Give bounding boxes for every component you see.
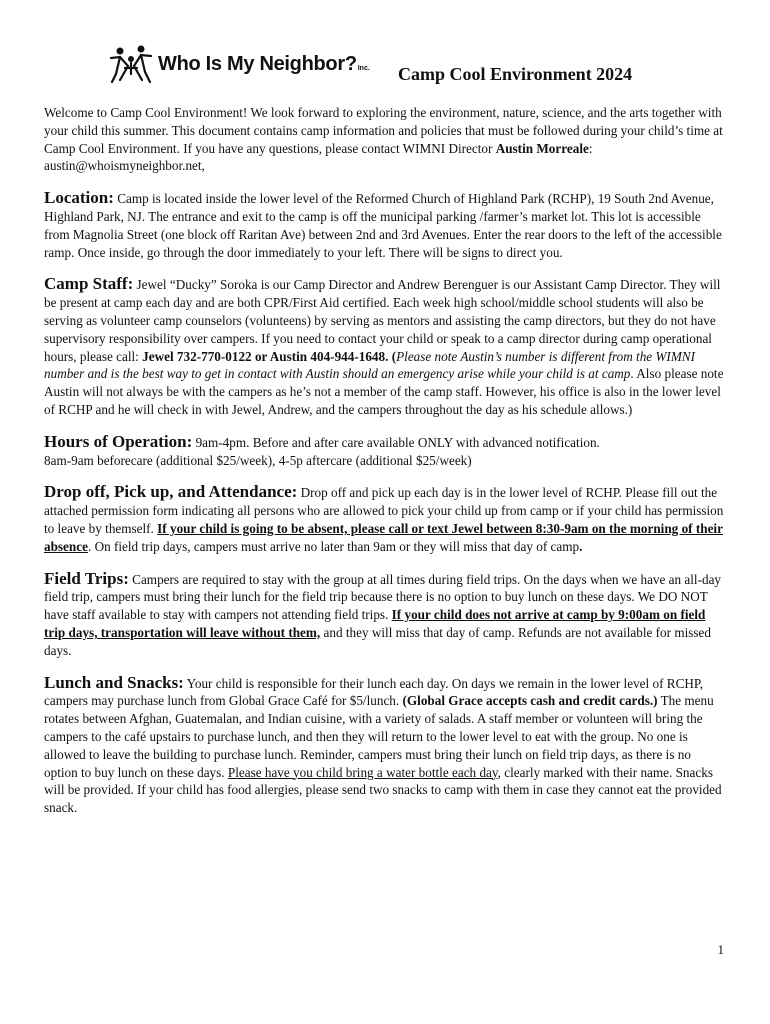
- lunch-section: Lunch and Snacks: Your child is responsible for their lunch each day. On days we remain in the lower level of RCHP, campers may purchase lunch from Global Grace Café for $5/lunch. (Global Grace accepts cash and credit cards.) The menu rotates between Afghan, Guatemalan, and Indian cuisine, with a variety of salads. A staff member or volunteen will bring the campers to the café upstairs to purchase lunch, and then they will return to the lower level to eat with the group. No one is allowed to leave the building to purchase lunch. Reminder, campers must bring their lunch on field trip days, as there is no option to buy lunch on these days. Please have you child bring a water bottle each day, clearly marked with their name. Snacks will be provided. If your child has food allergies, please send two snacks to camp with them in case they cannot eat the provided snack.: [44, 672, 722, 816]
- document-body: [44, 104, 724, 825]
- page-number: 1: [717, 942, 724, 957]
- staff-heading: Camp Staff:: [44, 274, 134, 294]
- staff-section: Camp Staff: Jewel “Ducky” Soroka is our Camp Director and Andrew Berenguer is our Assistant Camp Director. They will be present at camp each day and are both CPR/First Aid certified. Each week high school/middle school students will also be serving as volunteer camp counselors (volunteens) by serving as mentors and assisting the camp directors, but they do not have supervisory responsibility over campers. If you need to contact your child or speak to a camp director during camp operational hours, please call: Jewel 732-770-0122 or Austin 404-944-1648. (Please note Austin’s number is different from the WIMNI number and is the best way to get in contact with Austin should an emergency arise while your child is at camp. Also please note Austin will not always be with the campers as he’s not a member of the camp staff. However, his office is also in the lower level of RCHP and he will check in with Jewel, Andrew, and the campers throughout the day as his schedule allows.): [44, 274, 724, 417]
- fieldtrips-section: Field Trips: Campers are required to stay with the group at all times during field trips. On the days when we have an all-day field trip, campers must bring their lunch for the field trip because there is no option to buy lunch on these days. We DO NOT have staff available to stay with campers not attending field trips. If your child does not arrive at camp by 9:00am on field trip days, transportation will leave without them, and they will miss that day of camp. Refunds are not available for missed days.: [44, 568, 722, 658]
- lunch-heading: Lunch and Snacks:: [44, 672, 184, 692]
- logo-inc: Inc.: [357, 65, 370, 72]
- location-section: Location: Camp is located inside the lower level of the Reformed Church of Highland Park (RCHP), 19 South 2nd Avenue, Highland Park, NJ. The entrance and exit to the camp is off the municipal parking /farmer’s market lot. This lot is accessible from Magnolia Street (one block off Raritan Ave) between 2nd and 3rd Avenues. Enter the rear doors to the left of the accessible ramp. Once inside, go through the door immediately to your left. There will be signs to direct you.: [44, 188, 722, 260]
- location-heading: Location:: [44, 188, 114, 208]
- logo: [108, 44, 370, 84]
- hours-heading: Hours of Operation:: [44, 431, 193, 451]
- intro-paragraph: Welcome to Camp Cool Environment! We look forward to exploring the environment, nature, science, and the arts together with your child this summer. This document contains camp information and policies that must be followed during your child’s time at Camp Cool Environment. If you have any questions, please contact WIMNI Director Austin Morreale: austin@whoismyneighbor.net,: [44, 105, 723, 174]
- people-logo-icon: [108, 44, 154, 84]
- water-bottle-note: Please have you child bring a water bottle each day: [227, 764, 498, 780]
- absence-notice: If your child is going to be absent, please call or text Jewel between 8:30-9am on the morning of their absence: [44, 520, 723, 554]
- fieldtrips-heading: Field Trips:: [44, 568, 129, 588]
- hours-section: Hours of Operation: 9am-4pm. Before and after care available ONLY with advanced notification. 8am-9am beforecare (additional $25/week), 4-5p aftercare (additional $25/week): [44, 431, 600, 468]
- dropoff-section: Drop off, Pick up, and Attendance: Drop off and pick up each day is in the lower level of RCHP. Please fill out the attached permission form indicating all persons who are allowed to pick your child up from camp or if your child has permission to leave by themself. If your child is going to be absent, please call or text Jewel between 8:30-9am on the morning of their absence. On field trip days, campers must arrive no later than 9am or they will miss that day of camp.: [44, 482, 724, 554]
- dropoff-heading: Drop off, Pick up, and Attendance:: [44, 482, 298, 502]
- logo-text: Who Is My Neighbor?: [158, 52, 357, 75]
- director-name: Austin Morreale: [495, 140, 589, 156]
- staff-phones: Jewel 732-770-0122 or Austin 404-944-1648. (: [142, 348, 397, 364]
- fieldtrip-warning: If your child does not arrive at camp by 9:00am on field trip days, transportation will leave without them,: [44, 607, 706, 640]
- staff-note: Please note Austin’s number is different from the WIMNI number and is the best way to get in contact with Austin should an emergency arise while your child is at camp: [44, 348, 695, 382]
- document-title: Camp Cool Environment 2024: [398, 64, 633, 84]
- payment-note: (Global Grace accepts cash and credit cards.): [402, 693, 658, 709]
